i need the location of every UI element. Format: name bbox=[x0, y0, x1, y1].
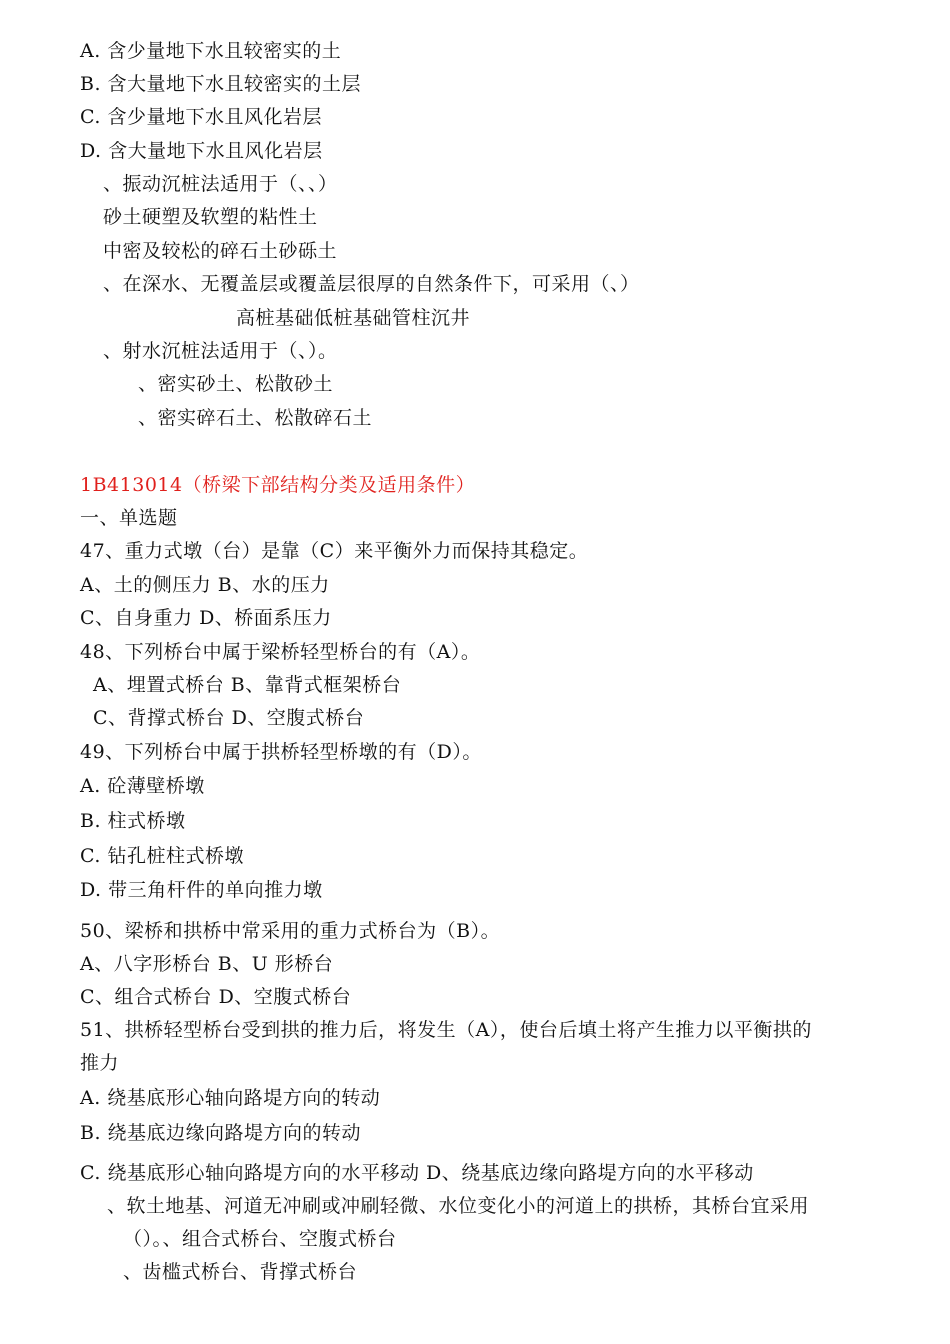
option-line: 高桩基础低桩基础管柱沉井 bbox=[236, 307, 471, 329]
option-line: C、自身重力 D、桥面系压力 bbox=[80, 607, 332, 629]
question-50: 50、梁桥和拱桥中常采用的重力式桥台为（B）。 bbox=[80, 920, 501, 942]
option-b-line: B. 绕基底边缘向路堤方向的转动 bbox=[80, 1122, 362, 1144]
question-48: 48、下列桥台中属于梁桥轻型桥台的有（A）。 bbox=[80, 641, 481, 663]
option-c-line: C. 绕基底形心轴向路堤方向的水平移动 D、绕基底边缘向路堤方向的水平移动 bbox=[80, 1162, 754, 1184]
option-line: A、土的侧压力 B、水的压力 bbox=[80, 574, 330, 596]
option-c-line: C. 含少量地下水且风化岩层 bbox=[80, 106, 322, 128]
subheading: 一、单选题 bbox=[80, 507, 178, 529]
option-line: A、八字形桥台 B、U 形桥台 bbox=[80, 953, 334, 975]
option-c-line: C. 钻孔桩柱式桥墩 bbox=[80, 845, 244, 867]
question-line: 、软土地基、河道无冲刷或冲刷轻微、水位变化小的河道上的拱桥，其桥台宜采用 bbox=[107, 1195, 810, 1217]
option-line: 、齿槛式桥台、背撑式桥台 bbox=[123, 1261, 358, 1283]
question-51: 51、拱桥轻型桥台受到拱的推力后，将发生（A），使台后填土将产生推力以平衡拱的 bbox=[80, 1019, 812, 1041]
option-line: 中密及较松的碎石土砂砾土 bbox=[103, 240, 338, 262]
question-51-continued: 推力 bbox=[80, 1052, 120, 1074]
option-b-line: B. 含大量地下水且较密实的土层 bbox=[80, 73, 362, 95]
option-b-line: B. 柱式桥墩 bbox=[80, 810, 186, 832]
option-line: C、背撑式桥台 D、空腹式桥台 bbox=[93, 707, 365, 729]
option-d-line: D. 带三角杆件的单向推力墩 bbox=[80, 879, 323, 901]
question-47: 47、重力式墩（台）是靠（C）来平衡外力而保持其稳定。 bbox=[80, 540, 589, 562]
option-d-line: D. 含大量地下水且风化岩层 bbox=[80, 140, 323, 162]
option-line: （）。、组合式桥台、空腹式桥台 bbox=[123, 1228, 397, 1250]
option-line: 砂土硬塑及软塑的粘性土 bbox=[103, 206, 318, 228]
option-line: A、埋置式桥台 B、靠背式框架桥台 bbox=[93, 674, 402, 696]
option-a-line: A. 绕基底形心轴向路堤方向的转动 bbox=[80, 1087, 381, 1109]
option-line: 、密实碎石土、松散碎石土 bbox=[138, 407, 373, 429]
question-line: 、在深水、无覆盖层或覆盖层很厚的自然条件下，可采用（、） bbox=[103, 273, 640, 295]
section-heading: 1B413014（桥梁下部结构分类及适用条件） bbox=[80, 474, 476, 496]
option-a-line: A. 砼薄壁桥墩 bbox=[80, 775, 205, 797]
option-line: C、组合式桥台 D、空腹式桥台 bbox=[80, 986, 352, 1008]
option-line: 、密实砂土、松散砂土 bbox=[138, 373, 334, 395]
question-49: 49、下列桥台中属于拱桥轻型桥墩的有（D）。 bbox=[80, 741, 482, 763]
question-line: 、射水沉桩法适用于（、）。 bbox=[103, 340, 338, 362]
question-line: 、振动沉桩法适用于（、、） bbox=[103, 173, 338, 195]
option-a-line: A. 含少量地下水且较密实的土 bbox=[80, 40, 342, 62]
